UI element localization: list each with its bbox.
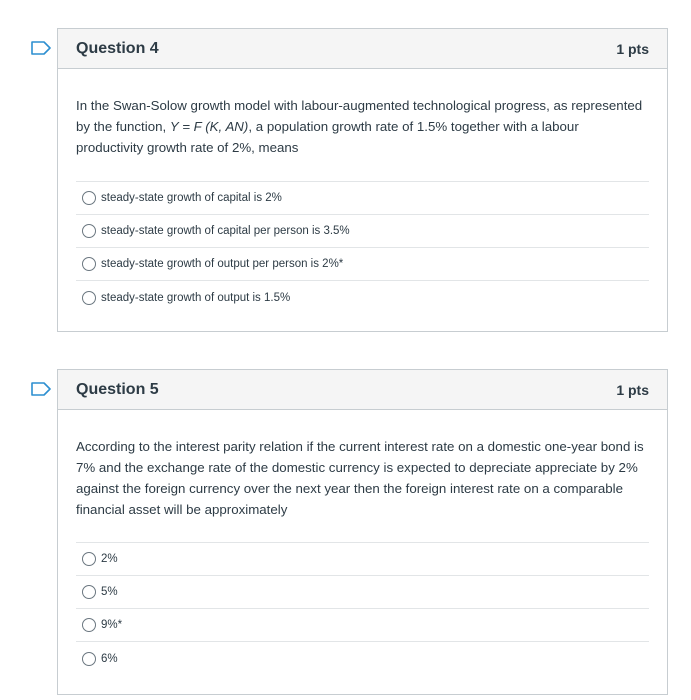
answer-label: 2% — [101, 553, 118, 565]
answer-label: steady-state growth of output is 1.5% — [101, 291, 291, 304]
answer-option[interactable] — [76, 609, 649, 642]
question-text — [76, 95, 649, 158]
question-5-card — [57, 369, 668, 695]
radio-button[interactable] — [82, 291, 96, 305]
answer-option[interactable] — [76, 642, 649, 675]
answer-option[interactable] — [76, 215, 649, 248]
answer-option[interactable] — [76, 576, 649, 609]
answer-option[interactable] — [76, 248, 649, 281]
answer-list — [76, 181, 649, 314]
answer-option[interactable] — [76, 182, 649, 215]
question-text-part: , a population growth rate of 1.5% together with a labour productivity growth rate of 2%, means — [76, 119, 579, 155]
question-4-card — [57, 28, 668, 332]
question-title: Question 4 — [76, 39, 159, 57]
radio-button[interactable] — [82, 191, 96, 205]
radio-button[interactable] — [82, 224, 96, 238]
question-text: According to the interest parity relation if the current interest rate on a domestic one-year bond is 7% and the exchange rate of the domestic currency is expected to depreciate appreciate by 2% against the foreign currency over the next year then the foreign interest rate on a comparable financial asset will be approximately — [76, 439, 644, 517]
answer-label: 9%* — [101, 619, 123, 631]
radio-button[interactable] — [82, 585, 96, 599]
radio-button[interactable] — [82, 618, 96, 632]
answer-list — [76, 542, 649, 675]
answer-label: 6% — [101, 652, 118, 665]
answer-label: 5% — [101, 586, 118, 598]
question-body — [58, 410, 667, 675]
question-text-part: In the Swan-Solow growth model with labour-augmented technological progress, as represented by the function, — [76, 98, 643, 134]
question-formula: Y = F (K, AN) — [169, 119, 249, 134]
answer-option[interactable] — [76, 543, 649, 576]
flag-question-icon[interactable] — [31, 41, 51, 55]
answer-label: steady-state growth of capital is 2% — [101, 192, 282, 204]
answer-label: steady-state growth of output per person is 2%* — [101, 258, 344, 270]
answer-option[interactable] — [76, 281, 649, 314]
radio-button[interactable] — [82, 652, 96, 666]
radio-button[interactable] — [82, 552, 96, 566]
answer-label: steady-state growth of capital per person is 3.5% — [101, 225, 350, 237]
question-header — [58, 29, 667, 69]
flag-question-icon[interactable] — [31, 382, 51, 396]
question-body — [58, 69, 667, 314]
question-title: Question 5 — [76, 380, 159, 398]
question-header — [58, 370, 667, 410]
question-points: 1 pts — [616, 381, 649, 398]
radio-button[interactable] — [82, 257, 96, 271]
question-points: 1 pts — [616, 40, 649, 57]
